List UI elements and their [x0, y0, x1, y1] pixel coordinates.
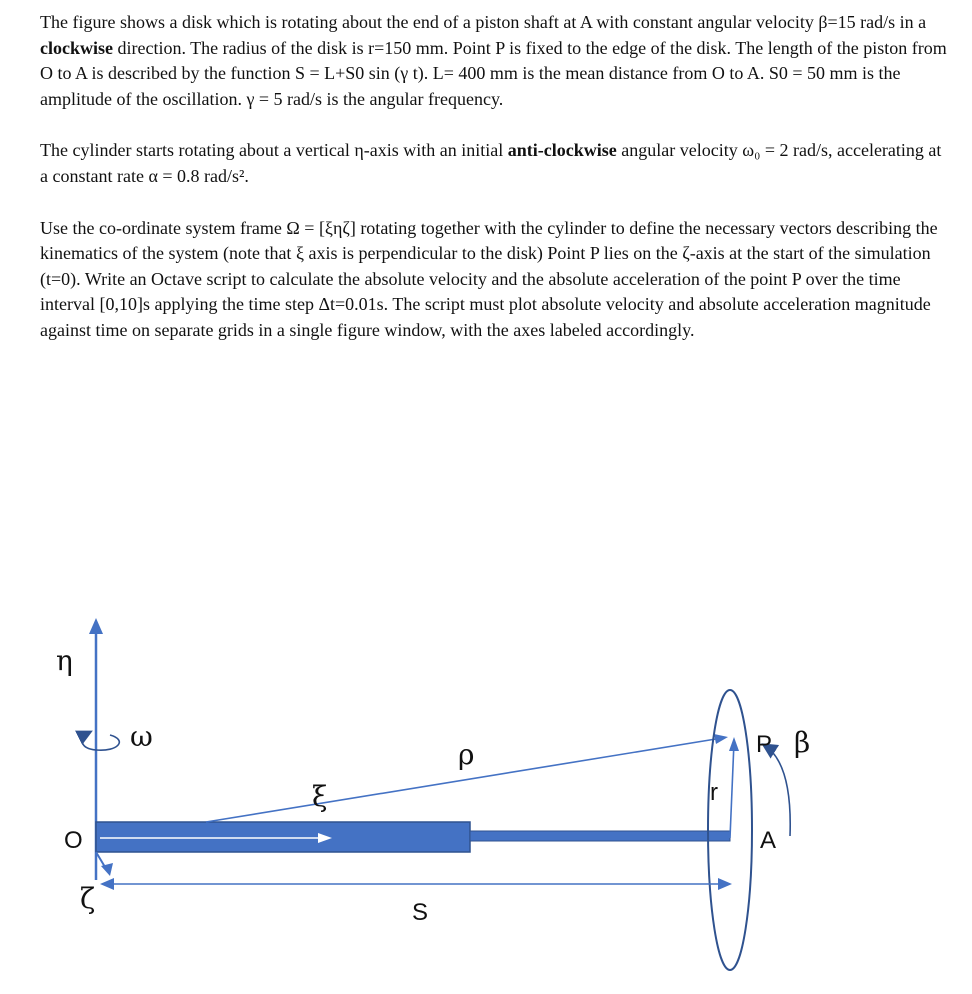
- emphasis-text: anti-clockwise: [507, 140, 617, 161]
- radius-line: [730, 742, 734, 838]
- origin-label: O: [64, 827, 83, 854]
- rho-label: ρ: [458, 738, 475, 771]
- beta-label: β: [794, 726, 811, 759]
- beta-rotation-arrow: [764, 745, 790, 836]
- r-label: r: [710, 779, 718, 806]
- omega-rotation-arrow: [82, 732, 119, 750]
- body-text: direction. The radius of the disk is r=150 mm. Point P is fixed to the edge of the disk. The length of the piston from O to A is described by the function S = L+S0 sin (γ t). L= 400 mm is the mean distance from O to A. S0 = 50 mm is the amplitude of the oscillation. γ = 5 rad/s is the angular frequency.: [40, 37, 947, 109]
- xi-label: ξ: [312, 780, 328, 813]
- s-label: S: [412, 899, 429, 926]
- body-text: Use the co-ordinate system frame Ω = [ξηζ] rotating together with the cylinder to define the necessary vectors describing the kinematics of the system (note that ξ axis is perpendicular to the disk) Point P lies on the ζ-axis at the start of the simulation (t=0). Write an Octave script to calculate the absolute velocity and the absolute acceleration of the point P over the time interval [0,10]s applying the time step Δt=0.01s. The script must plot absolute velocity and absolute acceleration magnitude against time on separate grids in a single figure window, with the axes labeled accordingly.: [40, 217, 938, 340]
- zeta-label: ζ: [80, 882, 96, 915]
- point-a-label: A: [760, 827, 777, 854]
- point-p-label: P: [756, 731, 773, 758]
- body-text: The figure shows a disk which is rotating about the end of a piston shaft at A with constant angular velocity β=15 rad/s in a: [40, 12, 927, 32]
- rho-vector-arrowhead: [714, 734, 728, 744]
- omega-label: ω: [130, 720, 153, 753]
- eta-label: η: [56, 644, 73, 677]
- eta-axis-arrowhead: [89, 618, 103, 634]
- s-dimension-left-arrowhead: [100, 878, 114, 890]
- radius-arrowhead: [729, 737, 739, 751]
- body-text: angular velocity ω₀ = 2 rad/s, accelerating at a constant rate α = 0.8 rad/s².: [40, 140, 942, 186]
- s-dimension-right-arrowhead: [718, 878, 732, 890]
- emphasis-text: clockwise: [40, 37, 113, 58]
- body-text: The cylinder starts rotating about a vertical η-axis with an initial: [40, 140, 508, 161]
- piston-shaft: [470, 831, 730, 841]
- cylinder: [96, 822, 470, 852]
